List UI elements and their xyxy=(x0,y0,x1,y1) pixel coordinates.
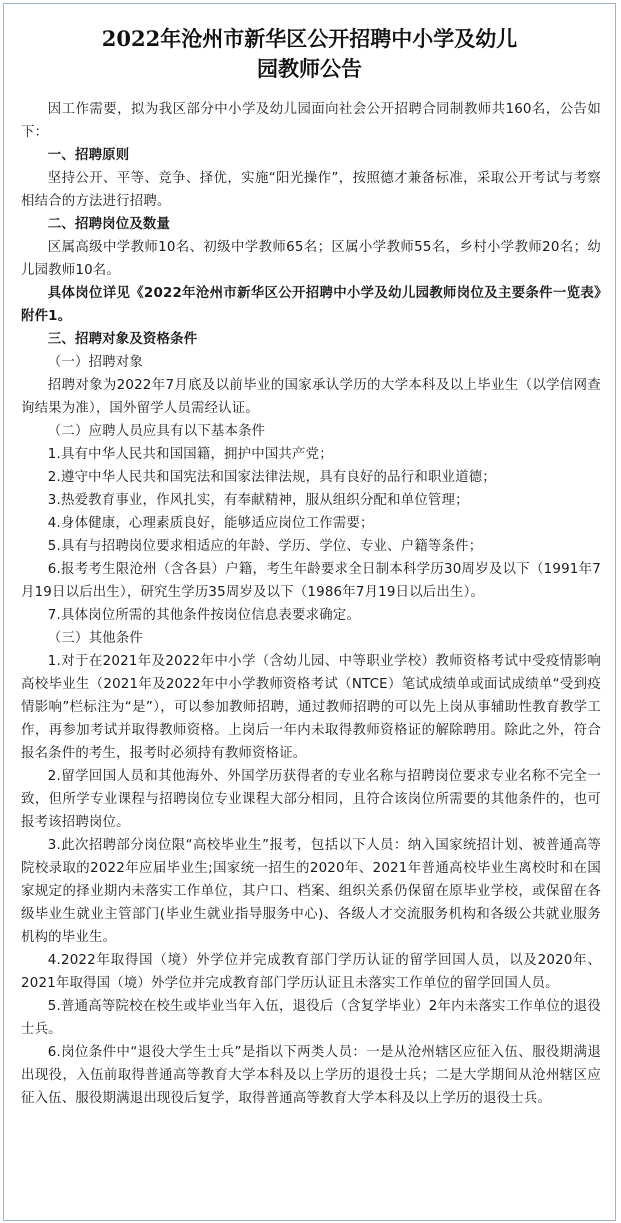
paragraph: 3.热爱教育事业，作风扎实，有奉献精神，服从组织分配和单位管理； xyxy=(47,493,469,508)
announcement-frame xyxy=(3,3,616,1221)
paragraph: （一）招聘对象 xyxy=(47,355,143,370)
paragraph: 招聘对象为2022年7月底及以前毕业的国家承认学历的大学本科及以上毕业生（以学信网查询结果为准），国外留学人员需经认证。 xyxy=(21,378,601,416)
paragraph: （二）应聘人员应具有以下基本条件 xyxy=(47,424,266,439)
paragraph: 2.留学回国人员和其他海外、外国学历获得者的专业名称与招聘岗位要求专业名称不完全一致，但所学专业课程与招聘岗位专业课程大部分相同，且符合该岗位所需要的其他条件的，也可报考该招聘岗位。 xyxy=(21,769,601,830)
paragraph: 坚持公开、平等、竞争、择优，实施“阳光操作”，按照德才兼备标准，采取公开考试与考察相结合的方法进行招聘。 xyxy=(21,171,601,209)
paragraph: 1.对于在2021年及2022年中小学（含幼儿园、中等职业学校）教师资格考试中受疫情影响高校毕业生（2021年及2022年中小学教师资格考试（NTCE）笔试成绩单或面试成绩单“受到疫情影响”栏标注为“是”），可以参加教师招聘，通过教师招聘的可以先上岗从事辅助性教育教学工作，再参加考试并取得教师资格。上岗后一年内未取得教师资格证的解除聘用。除此之外，符合报名条件的考生，报考时必须持有教师资格证。 xyxy=(21,654,601,761)
paragraph: 具体岗位详见《2022年沧州市新华区公开招聘中小学及幼儿园教师岗位及主要条件一览表》附件1。 xyxy=(21,286,601,324)
announcement-body xyxy=(4,98,616,1110)
section-heading: 二、招聘岗位及数量 xyxy=(47,217,171,232)
paragraph: 2.遵守中华人民共和国宪法和国家法律法规，具有良好的品行和职业道德； xyxy=(47,470,496,485)
title-line-1: 2022年沧州市新华区公开招聘中小学及幼儿 xyxy=(101,26,518,51)
section-heading: 一、招聘原则 xyxy=(47,148,130,163)
paragraph: 5.具有与招聘岗位要求相适应的年龄、学历、学位、专业、户籍等条件； xyxy=(47,539,483,554)
paragraph: 5.普通高等院校在校生或毕业当年入伍，退役后（含复学毕业）2年内未落实工作单位的退役士兵。 xyxy=(21,999,601,1037)
paragraph: 区属高级中学教师10名、初级中学教师65名；区属小学教师55名，乡村小学教师20名；幼儿园教师10名。 xyxy=(21,240,601,278)
title-line-2: 园教师公告 xyxy=(257,56,362,81)
paragraph: 6.报考考生限沧州（含各县）户籍，考生年龄要求全日制本科学历30周岁及以下（1991年7月19日以后出生），研究生学历35周岁及以下（1986年7月19日以后出生）。 xyxy=(21,562,601,600)
paragraph: 因工作需要，拟为我区部分中小学及幼儿园面向社会公开招聘合同制教师共160名，公告如下： xyxy=(21,102,601,140)
paragraph: 3.此次招聘部分岗位限“高校毕业生”报考，包括以下人员：纳入国家统招计划、被普通高等院校录取的2022年应届毕业生;国家统一招生的2020年、2021年普通高校毕业生离校时和在国家规定的择业期内未落实工作单位，其户口、档案、组织关系仍保留在原毕业学校，或保留在各级毕业生就业主管部门(毕业生就业指导服务中心)、各级人才交流服务机构和各级公共就业服务机构的毕业生。 xyxy=(21,838,601,945)
paragraph: （三）其他条件 xyxy=(47,631,143,646)
section-heading: 三、招聘对象及资格条件 xyxy=(47,332,198,347)
paragraph: 1.具有中华人民共和国国籍，拥护中国共产党； xyxy=(47,447,333,462)
paragraph: 7.具体岗位所需的其他条件按岗位信息表要求确定。 xyxy=(47,608,360,623)
paragraph: 4.身体健康，心理素质良好，能够适应岗位工作需要； xyxy=(47,516,374,531)
page-title xyxy=(4,24,615,84)
paragraph: 4.2022年取得国（境）外学位并完成教育部门学历认证的留学回国人员，以及2020年、2021年取得国（境）外学位并完成教育部门学历认证且未落实工作单位的留学回国人员。 xyxy=(21,953,601,991)
paragraph: 6.岗位条件中“退役大学生士兵”是指以下两类人员：一是从沧州辖区应征入伍、服役期满退出现役，入伍前取得普通高等教育大学本科及以上学历的退役士兵；二是大学期间从沧州辖区应征入伍、服役期满退出现役后复学，取得普通高等教育大学本科及以上学历的退役士兵。 xyxy=(21,1045,601,1106)
